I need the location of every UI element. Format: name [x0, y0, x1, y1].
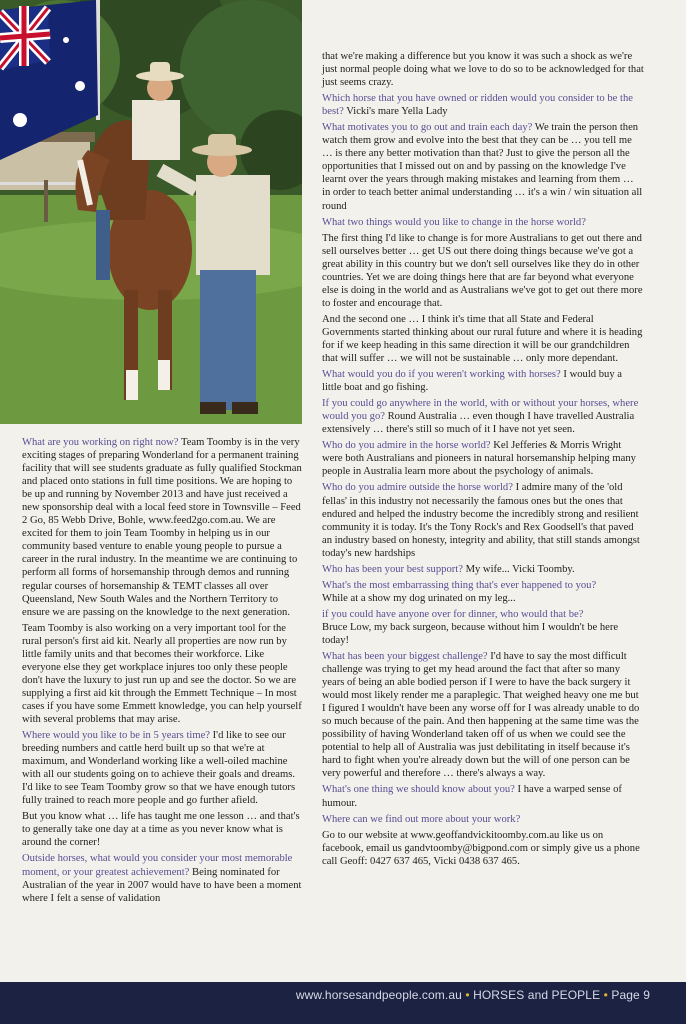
footer-bullet: •	[603, 988, 608, 1002]
question: What's the most embarrassing thing that's ever happened to you?	[322, 579, 597, 591]
answer-biggest-challenge	[322, 650, 644, 780]
question: Where can we find out more about your work?	[322, 813, 521, 825]
answer: I'd have to say the most difficult challenge was trying to get my head around the fact that after so many years of being an able bodied person if I were to have the back surgery it would most likely render me a paraplegic. That weighed heavy one me but I figured I wouldn't have been any worse off for I was already unable to do so much because of the pain. And then happening at the same time was the possibility of having Wonderland taken off of us when we could see the potential to help all of Australia was just debilitating in itself because it's hard to fight when you're already down but the will of one person can be very powerful and therefore … there's always a way.	[322, 651, 640, 780]
footer-magazine: HORSES and PEOPLE	[473, 988, 601, 1002]
footer-text	[296, 988, 650, 1002]
answer: I have a warped sense of humour.	[322, 784, 622, 809]
left-column	[22, 436, 304, 908]
question: What are you working on right now?	[22, 437, 179, 448]
paragraph: that we're making a difference but you know it was such a shock as we're just normal people doing what we love to do so to be acknowledged for that just seems crazy.	[322, 51, 644, 89]
answer-best-support	[322, 563, 644, 576]
answer-embarrassing	[322, 579, 644, 605]
answer-best-horse	[322, 92, 644, 118]
page-number: Page 9	[611, 988, 650, 1002]
answer-dinner	[322, 608, 644, 647]
footer-url[interactable]: www.horsesandpeople.com.au	[295, 988, 462, 1002]
answer: Round Australia … even though I have travelled Australia extensively … there's still so much of it I have not yet seen.	[322, 411, 635, 436]
answer: I would buy a little boat and go fishing.	[322, 369, 622, 394]
answer-admire-outside	[322, 481, 644, 559]
answer: Team Toomby is in the very exciting stages of preparing Wonderland for a permanent training facility that will see students graduate as fully qualified Stockman and placed onto stations in full time positions. We are hoping to be up and running by November 2013 and have just received a new sponsorship deal with a local feed store in Townsville – Feed 2 Go, 85 Webb Drive, Bohle, www.feed2go.com.au. We are excited for them to join Team Toomby in helping us in our community based venture to enable young people to pursue a career in the rural industry. In the meantime we are continuing to perform all forms of horsemanship through demos and running regular courses of horsemanship & TEMT classes all over Queensland, New South Wales and the Northern Territory to ensure we are passing on the knowledge to the next generation.	[22, 437, 302, 618]
answer: My wife... Vicki Toomby.	[462, 563, 575, 575]
question: Where would you like to be in 5 years time?	[22, 730, 210, 742]
answer: While at a show my dog urinated on my leg...	[322, 592, 516, 604]
answer-know-about-you	[322, 783, 644, 809]
answer-working-on	[22, 436, 304, 619]
paragraph: And the second one … I think it's time that all State and Federal Governments started thinking about our rural future and where it is heading for if we keep heading in this same direction it will be our grandchildren that will suffer … we will not be sustainable … only more dependant.	[322, 313, 643, 365]
answer: I'd like to see our breeding numbers and cattle herd built up so that we're at maximum, and Wonderland working like a well-oiled machine with all our students going on to achieve their goals and dreams. I'd like to see Team Toomby grow so that we have enough tutors fully trained to reach more people and go further afield.	[22, 730, 296, 807]
question: Who do you admire in the horse world?	[322, 440, 491, 452]
question: What would you do if you weren't working with horses?	[322, 369, 561, 381]
paragraph: But you know what … life has taught me one lesson … and that's to generally take one day at a time as you never know what is around the corner!	[22, 811, 300, 849]
answer: Being nominated for Australian of the year in 2007 would have to have been a moment where I felt a sense of validation	[22, 866, 302, 904]
question: Which horse that you have owned or ridden would you consider to be the best?	[322, 93, 633, 118]
question: Who has been your best support?	[322, 563, 463, 575]
answer-not-horses	[322, 368, 644, 394]
answer-find-out-more	[322, 813, 644, 826]
question: Who do you admire outside the horse world?	[322, 482, 513, 494]
question: If you could go anywhere in the world, with or without your horses, where would you go?	[322, 398, 639, 423]
question: What two things would you like to change in the horse world?	[322, 216, 586, 228]
paragraph: Team Toomby is also working on a very important tool for the rural person's first aid kit. Nearly all properties are now run by little family units and that becomes their workforce. Like everyone else they get workplace injures too only these people don't have the luxury to just run up and see the doctor. So we are supplying a first aid kit through the Emmett Technique – In most cases if you have some Emmett knowledge, you can help yourself with several problems that may arise.	[22, 622, 302, 725]
page-footer	[0, 982, 686, 1024]
question: What motivates you to go out and train each day?	[322, 122, 533, 134]
question: Outside horses, what would you consider your most memorable moment, or your greatest achievement?	[22, 853, 293, 878]
footer-bullet: •	[465, 988, 470, 1002]
answer-go-anywhere	[322, 397, 644, 436]
question: What's one thing we should know about you?	[322, 784, 515, 796]
answer: Vicki's mare Yella Lady	[343, 106, 448, 118]
question: if you could have anyone over for dinner, who would that be?	[322, 608, 584, 620]
answer-memorable-moment	[22, 852, 304, 904]
answer: Bruce Low, my back surgeon, because without him I wouldn't be here today!	[322, 621, 619, 646]
answer-two-things	[322, 216, 644, 229]
paragraph: The first thing I'd like to change is for more Australians to get out there and sell ourselves better … get US out there doing things because we've got a great ability in this country but we don't sell ourselves like they do in other countries. Yet we are doing things here that are far beyond what everyone else is doing in the world and as Australians we've got to get out there more to foster and encourage that.	[322, 232, 643, 309]
answer: I admire many of the 'old fellas' in this industry not necessarily the famous ones but the ones that endured and helped the industry become the incredibly strong and resilient community it is today. It's the Tony Rock's and Rex Goodsell's that paved an industry based on honesty, integrity and ability, that still stands amongst today's new hardships	[322, 482, 640, 559]
answer-five-years	[22, 729, 304, 807]
answer-admire-horse-world	[322, 439, 644, 478]
question: What has been your biggest challenge?	[322, 651, 488, 663]
answer: We train the person then watch them grow and evolve into the best that they can be … you tell me … is there any better motivation than that? Just to give the person all the opportunities that I missed out on and by passing on the knowledge I've learnt over the years through making mistakes and learning from them … in order to teach better animal understanding … it's a win / win situation all round	[322, 122, 643, 212]
contact-paragraph: Go to our website at www.geoffandvickitoomby.com.au like us on facebook, email us gandvtoomby@bigpond.com or simply give us a phone call Geoff: 0427 637 465, Vicki 0438 637 465.	[322, 829, 640, 867]
answer-motivation	[322, 121, 644, 212]
feature-photo	[0, 0, 302, 424]
right-column	[322, 50, 644, 871]
answer: Kel Jefferies & Morris Wright were both Australians and pioneers in natural horsemanship helping many people in Australia learn more about the psychology of animals.	[322, 440, 636, 478]
